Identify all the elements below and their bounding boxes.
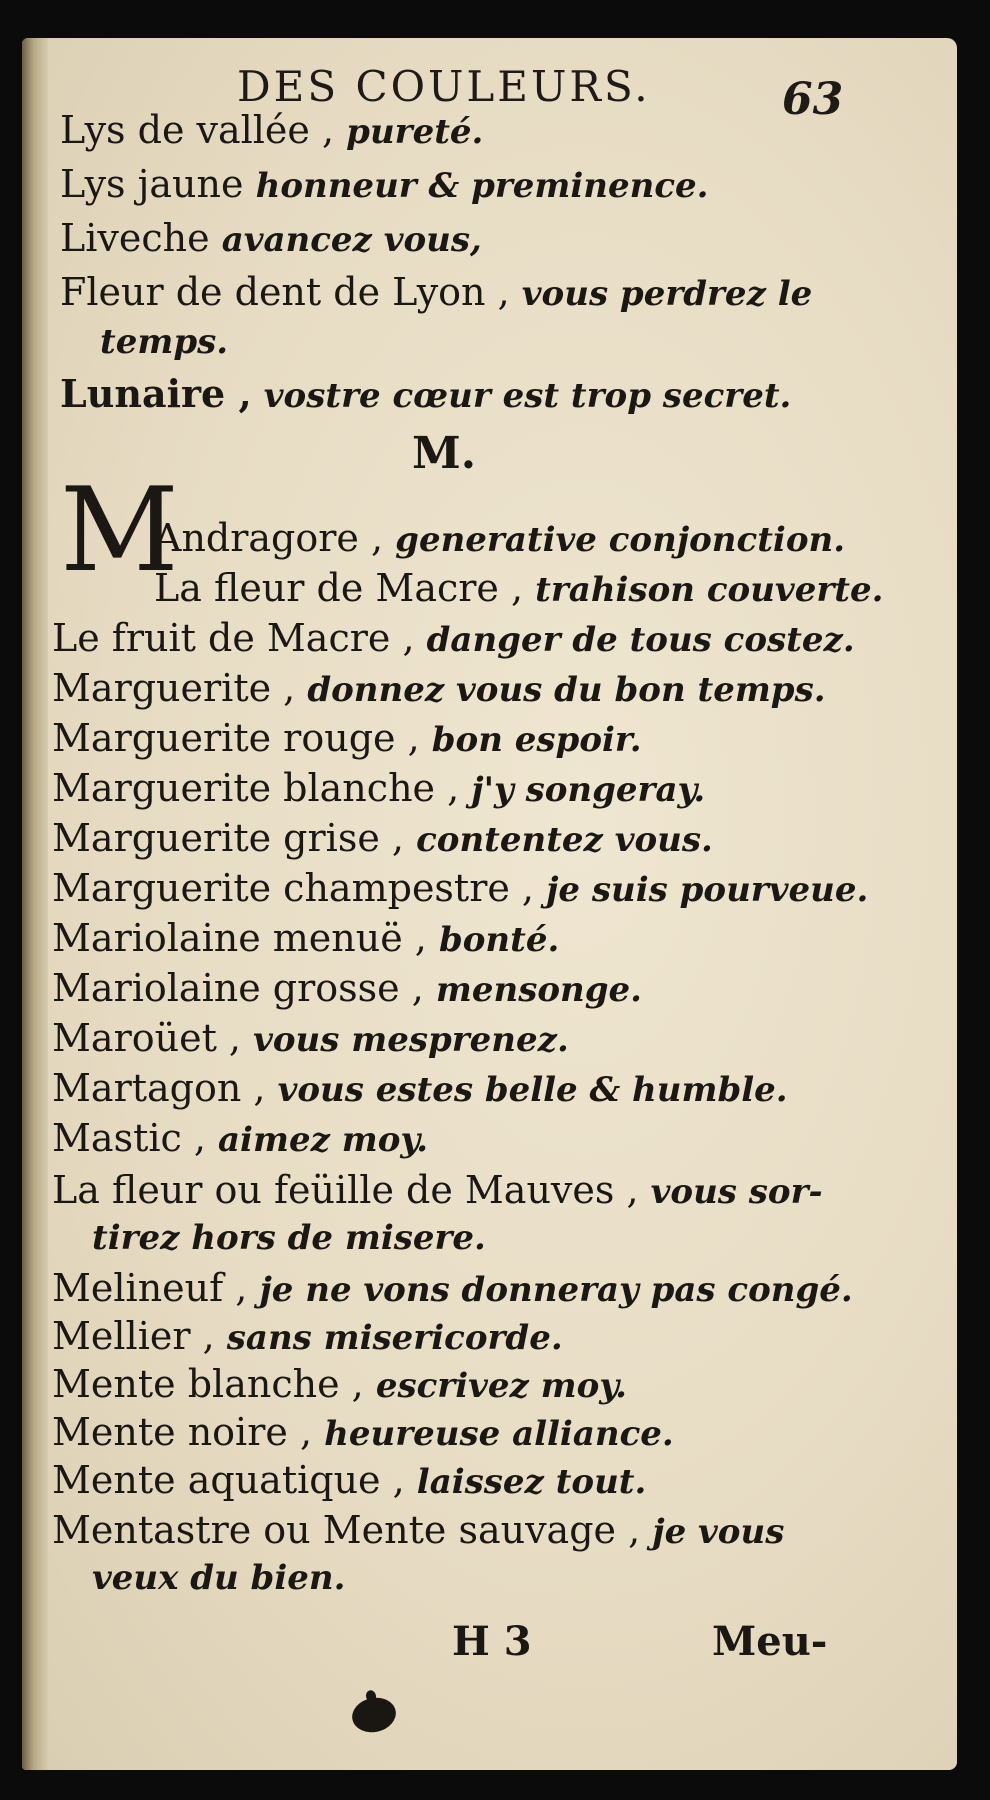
entry-meaning: avancez vous, [221, 220, 482, 260]
entry-meaning: vous estes belle & humble. [277, 1070, 788, 1110]
entry-line [52, 1016, 569, 1062]
entry-term: Mastic , [52, 1116, 206, 1160]
entry-term: Andragore , [154, 516, 384, 560]
entry-line [60, 162, 709, 208]
entry-line [52, 866, 868, 912]
entry-line [52, 916, 559, 962]
entry-term: Marguerite rouge , [52, 716, 420, 760]
entry-term: La fleur ou feüille de Mauves , [52, 1168, 639, 1212]
entry-line [60, 372, 791, 418]
entry-term: La fleur de Macre , [154, 566, 524, 610]
entry-meaning: je suis pourveue. [546, 870, 869, 910]
entry-line [52, 1066, 788, 1112]
entry-line [52, 616, 855, 662]
entry-line [52, 816, 713, 862]
entry-meaning: vous sor- [650, 1172, 823, 1212]
entry-term: Marguerite grise , [52, 816, 404, 860]
entry-line [52, 1116, 428, 1162]
entry-term: Mente aquatique , [52, 1458, 405, 1502]
entry-meaning: vostre cœur est trop secret. [263, 376, 792, 416]
entry-meaning: aimez moy. [218, 1120, 429, 1160]
entry-line [52, 1362, 627, 1408]
entry-meaning: bonté. [438, 920, 560, 960]
entry-term: Lys de vallée , [60, 108, 335, 152]
entry-term: Maroüet , [52, 1016, 241, 1060]
entry-term: Le fruit de Macre , [52, 616, 415, 660]
entry-term: Mentastre ou Mente sauvage , [52, 1508, 641, 1552]
entry-line [52, 1458, 646, 1504]
entry-meaning: bon espoir. [431, 720, 642, 760]
entry-line [52, 1168, 823, 1214]
entry-term: Mellier , [52, 1314, 215, 1358]
entry-meaning: j'y songeray. [471, 770, 706, 810]
running-title: DES COULEURS. [237, 62, 651, 111]
entry-meaning: heureuse alliance. [324, 1414, 674, 1454]
entry-meaning: vous mesprenez. [253, 1020, 569, 1060]
entry-meaning: contentez vous. [416, 820, 713, 860]
entry-meaning: pureté. [346, 112, 484, 152]
entry-line [60, 108, 483, 154]
entry-line [52, 1508, 784, 1554]
entry-meaning: tirez hors de misere. [92, 1218, 486, 1258]
entry-line [154, 516, 845, 562]
entry-meaning: escrivez moy. [375, 1366, 627, 1406]
entry-line [60, 270, 812, 316]
entry-term: Martagon , [52, 1066, 266, 1110]
entry-term: Mariolaine menuë , [52, 916, 427, 960]
entry-meaning: generative conjonction. [395, 520, 846, 560]
page-number: 63 [782, 74, 844, 125]
entry-meaning: sans misericorde. [226, 1318, 563, 1358]
entry-line [154, 566, 883, 612]
entry-line [60, 216, 482, 262]
entry-meaning: je vous [652, 1512, 785, 1552]
entry-meaning: honneur & preminence. [255, 166, 709, 206]
entry-term: Marguerite , [52, 666, 296, 710]
signature-mark: H 3 [452, 1618, 532, 1665]
entry-continuation [92, 1558, 345, 1598]
entry-meaning: je ne vons donneray pas congé. [259, 1270, 853, 1310]
entry-term: Liveche [60, 216, 210, 260]
entry-meaning: temps. [100, 322, 229, 362]
entry-line [52, 1266, 853, 1312]
entry-continuation [92, 1218, 486, 1258]
entry-meaning: mensonge. [435, 970, 642, 1010]
entry-line [52, 666, 826, 712]
entry-meaning: donnez vous du bon temps. [307, 670, 826, 710]
entry-line [52, 766, 705, 812]
section-heading: M. [412, 428, 477, 479]
entry-line [52, 1314, 563, 1360]
page-text [22, 38, 957, 1770]
drop-cap-initial: M [60, 463, 179, 598]
entry-term: Mente blanche , [52, 1362, 364, 1406]
entry-line [52, 1410, 674, 1456]
entry-term: Marguerite blanche , [52, 766, 460, 810]
book-page [22, 38, 957, 1770]
entry-term: Lys jaune [60, 162, 244, 206]
entry-meaning: trahison couverte. [535, 570, 884, 610]
ink-blot-ornament-icon [349, 1694, 399, 1736]
entry-term: Lunaire , [60, 371, 252, 416]
entry-meaning: danger de tous costez. [426, 620, 855, 660]
entry-term: Mente noire , [52, 1410, 313, 1454]
entry-meaning: veux du bien. [92, 1558, 346, 1598]
entry-term: Fleur de dent de Lyon , [60, 270, 510, 314]
entry-line [52, 716, 642, 762]
catchword: Meu- [712, 1618, 828, 1665]
entry-meaning: vous perdrez le [521, 274, 813, 314]
entry-continuation [100, 322, 228, 362]
entry-term: Marguerite champestre , [52, 866, 535, 910]
entry-term: Mariolaine grosse , [52, 966, 424, 1010]
entry-term: Melineuf , [52, 1266, 248, 1310]
entry-line [52, 966, 642, 1012]
entry-meaning: laissez tout. [416, 1462, 647, 1502]
